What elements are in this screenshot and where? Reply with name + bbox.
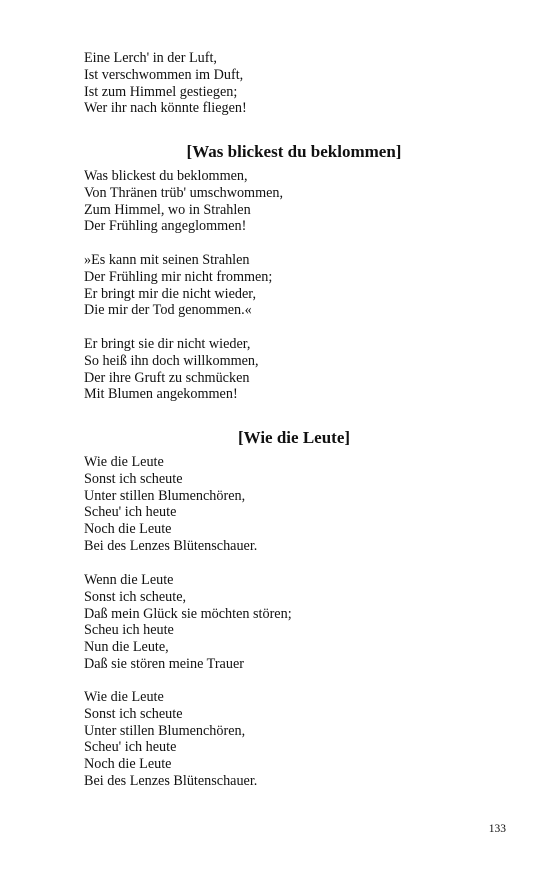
verse-line: Daß sie stören meine Trauer [84, 655, 244, 672]
verse-line: Der ihre Gruft zu schmücken [84, 369, 250, 386]
verse-line: Wie die Leute [84, 689, 164, 705]
verse-line: Unter stillen Blumenchören, [84, 722, 246, 739]
verse-line: Er bringt sie dir nicht wieder, [84, 336, 251, 352]
verse-line: Sonst ich scheute [84, 705, 183, 722]
verse-line: Noch die Leute [84, 756, 172, 773]
verse-line: Der Frühling angeglommen! [84, 218, 247, 235]
verse-line: Sonst ich scheute [84, 470, 183, 487]
verse-line: Wer ihr nach könnte fliegen! [84, 100, 247, 117]
poem-1-stanza-1 [84, 168, 283, 235]
verse-line: Scheu' ich heute [84, 739, 177, 756]
verse-line: Sonst ich scheute, [84, 588, 187, 605]
verse-line: So heiß ihn doch willkommen, [84, 352, 259, 369]
verse-line: Die mir der Tod genommen.« [84, 302, 252, 319]
verse-line: Bei des Lenzes Blütenschauer. [84, 537, 258, 554]
verse-line: Was blickest du beklommen, [84, 168, 248, 184]
verse-line: Eine Lerch' in der Luft, [84, 50, 217, 66]
verse-line: Ist zum Himmel gestiegen; [84, 83, 238, 100]
verse-line: Scheu' ich heute [84, 504, 177, 521]
verse-line: Mit Blumen angekommen! [84, 386, 238, 403]
poem-prev-stanza-1 [84, 50, 247, 117]
verse-line: Der Frühling mir nicht frommen; [84, 268, 273, 285]
verse-line: Von Thränen trüb' umschwommen, [84, 184, 284, 201]
verse-line: Unter stillen Blumenchören, [84, 487, 246, 504]
verse-line: Zum Himmel, wo in Strahlen [84, 201, 251, 218]
page-number: 133 [488, 823, 506, 835]
verse-line: Ist verschwommen im Duft, [84, 66, 244, 83]
poem-title-was-blickest: [Was blickest du beklommen] [186, 142, 402, 161]
verse-line: Wenn die Leute [84, 572, 174, 588]
poem-1-stanza-3 [84, 336, 259, 403]
poem-2-stanza-1 [84, 454, 257, 555]
verse-line: Wie die Leute [84, 454, 164, 470]
verse-line: Bei des Lenzes Blütenschauer. [84, 772, 258, 789]
verse-line: Er bringt mir die nicht wieder, [84, 285, 256, 302]
verse-line: Scheu ich heute [84, 622, 174, 639]
verse-line: Noch die Leute [84, 521, 172, 538]
verse-line: Nun die Leute, [84, 639, 169, 656]
poem-title-wie-die-leute: [Wie die Leute] [237, 428, 351, 447]
poem-2-stanza-3 [84, 689, 257, 790]
poem-1-stanza-2 [84, 252, 272, 319]
verse-line: Daß mein Glück sie möchten stören; [84, 605, 292, 622]
verse-line: »Es kann mit seinen Strahlen [84, 252, 250, 268]
poem-2-stanza-2 [84, 572, 292, 673]
